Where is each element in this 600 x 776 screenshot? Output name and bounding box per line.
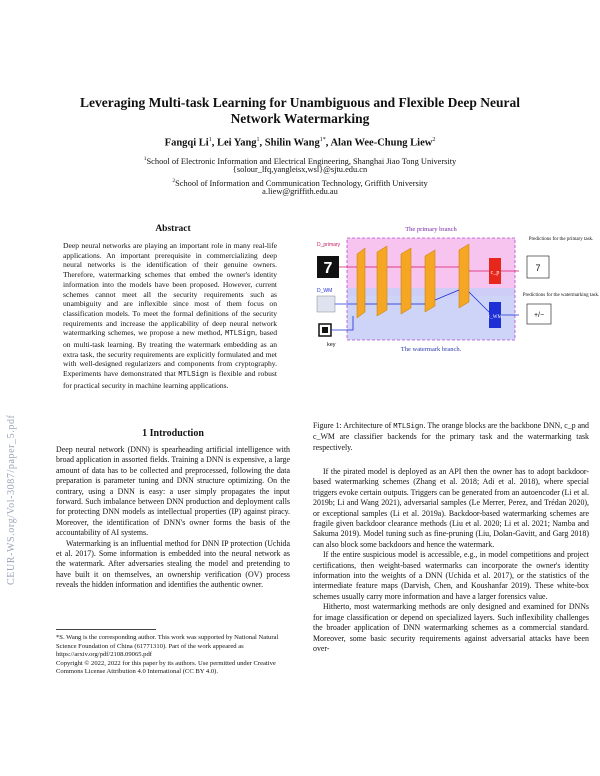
paragraph: If the entire suspicious model is accessible, e.g., in model competitions and project certifications, then weight-based watermarks can incorporate the owner's identity information into the weights of a DNN (Uchida et al. 2017), or the statistics of the intermediate feature maps (Darvish, Chen, and Koushanfar 2019). These white-box schemes usually carry more information and have a larger forensics value.	[313, 550, 589, 601]
primary-branch-label: The primary branch	[405, 226, 457, 233]
title-line-2: Network Watermarking	[230, 111, 370, 126]
key-label: key	[327, 342, 336, 348]
affiliation-text: School of Information and Communication Technology, Griffith University	[175, 178, 428, 188]
intro-left-column	[56, 445, 290, 591]
paragraph: Watermarking is an influential method for DNN IP protection (Uchida et al. 2017). Some information is embedded into the neural network as the watermark. After adversaries stealing the model and pretending to have built it on themselves, an ownership verification (OV) process reveals the hidden information and identifies the authentic owner.	[56, 538, 290, 590]
dprimary-label: D_primary	[317, 242, 341, 248]
output-wm: +/−	[533, 312, 545, 319]
backbone-block	[459, 244, 469, 308]
paragraph: Hitherto, most watermarking methods are only designed and examined for DNNs for image classification or depend on specialized layers. Such inflexibility challenges the broader application of DNN watermarking schemes as a commercial standard. Moreover, some basic security requirements against adversarial attacks have been over-	[313, 602, 589, 653]
paragraph: Deep neural network (DNN) is spearheading artificial intelligence with broad application in assorted fields. Training a DNN is expensive, a large amount of data has to be collected and preprocessed, following the data preparation is parameter tuning and DNN structure optimizing. On the contrary, using a DNN is easy: a user simply propagates the input forward. Such imbalance between DNN production and deployment calls for protecting DNN models as intellectual properties (IP) against piracy. Moreover, the identification of DNN's owner forms the basis of the accountability of AI systems.	[56, 445, 290, 538]
method-name: MTLSign	[178, 371, 209, 380]
figure-svg	[313, 220, 600, 366]
footnote-rule	[56, 629, 156, 630]
watermark-branch-label: The watermark branch.	[400, 346, 462, 353]
author-name: Shilin Wang	[264, 137, 320, 149]
author-name: Alan Wee-Chung Liew	[330, 137, 433, 149]
author-name: Fangqi Li	[164, 137, 209, 149]
author-list: Fangqi Li$^1$, Lei Yang$^1$, Shilin Wang$^{1*}$, Alan Wee-Chung Liew$^2$	[164, 137, 436, 149]
affiliation-mark: 2	[172, 178, 176, 184]
author-mark: 1	[256, 137, 260, 143]
author-mark: 2	[432, 137, 436, 143]
input-digit: 7	[323, 260, 333, 277]
abstract-body	[63, 241, 277, 391]
backbone-block	[425, 250, 435, 312]
affiliation-1-email: {solour_lfq,yangleisx,wsl}@sjtu.edu.cn	[232, 165, 368, 174]
abstract-heading: Abstract	[155, 224, 191, 234]
cp-label: c_p	[490, 270, 500, 276]
backbone-block	[377, 246, 387, 316]
side-stamp	[2, 380, 22, 590]
affiliation-2-email: a.liew@griffith.edu.au	[262, 187, 338, 196]
pred-primary-label: Predictions for the primary task.	[528, 237, 594, 242]
caption-text: . The orange blocks are the backbone DNN, c_p and c_WM are classifier backends for the primary task and the watermarking task respectively.	[313, 421, 589, 452]
paper-title	[60, 95, 540, 127]
affiliation-text: School of Electronic Information and Electrical Engineering, Shanghai Jiao Tong University	[146, 156, 457, 166]
figure-architecture	[313, 220, 600, 366]
title-line-1: Leveraging Multi-task Learning for Unambiguous and Flexible Deep Neural	[79, 95, 520, 110]
pred-wm-label: Predictions for the watermarking task.	[522, 293, 600, 298]
abstract-text: , based on multi-task learning. By treating the watermark embedding as an extra task, the security requirements are explicitly formulated and met with well-designed regularizers and components from cryptography. Experiments have demonstrated that	[63, 328, 277, 379]
author-mark: 1*	[319, 137, 326, 143]
backbone-block	[357, 248, 365, 318]
caption-text: Figure 1: Architecture of	[313, 421, 392, 430]
paragraph: If the pirated model is deployed as an API then the owner has to adopt backdoor-based watermarking schemes (Zhang et al. 2018; Adi et al. 2018), where special triggers evoke certain outputs. Triggers can be generated from an autoencoder (Li et al. 2019b; Li and Wang 2021), adversarial samples (Le Merrer, Perez, and Trédan 2020), or exceptional samples (Li et al. 2019a). Backdoor-based watermarking schemes are fragile given backdoor clearance methods (Liu et al. 2020; Li et al. 2021; Namba and Sakuma 2019). Model tuning such as fine-pruning (Liu, Dolan-Gavitt, and Garg 2018) can also block some backdoors and hence the watermark.	[313, 467, 589, 549]
qr-key-inner	[322, 327, 328, 333]
author-mark: 1	[208, 137, 212, 143]
dwm-label: D_WM	[317, 288, 333, 294]
footnote-line: Copyright © 2022, 2022 for this paper by its authors. Use permitted under Creative Commons License Attribution 4.0 International (CC BY 4.0).	[56, 659, 276, 675]
side-stamp-text: CEUR-WS.org/Vol-3087/paper_5.pdf	[6, 414, 17, 585]
abstract-text: is flexible and robust for practical security in machine learning applications.	[63, 369, 277, 390]
output-primary: 7	[535, 263, 541, 273]
backbone-block	[401, 248, 411, 314]
section-heading-introduction: 1 Introduction	[142, 428, 204, 439]
wm-input-image	[317, 296, 335, 312]
abstract-text: Deep neural networks are playing an important role in many real-life applications. An important prerequisite in commercializing deep neural networks is the identification of their genuine owners. Therefore, watermarking schemes that embed the owner's identity information into the models have been proposed. However, current schemes cannot meet all the security requirements such as unambiguity and are inflexible since most of them focus on classification models. To meet the formal definitions of the security requirements and increase the applicability of deep neural network watermarking schemes, we propose a new method,	[63, 241, 277, 338]
footnote	[56, 634, 290, 677]
cwm-label: c_WM	[488, 315, 502, 320]
method-name: MTLSign	[224, 330, 256, 339]
affiliation-mark: 1	[143, 156, 147, 162]
right-column	[313, 467, 589, 654]
method-name: MTLSign	[393, 423, 424, 431]
figure-caption	[313, 421, 589, 453]
author-name: Lei Yang	[216, 137, 257, 149]
footnote-line: *S. Wang is the corresponding author. This work was supported by National Natural Science Foundation of China (61771310). Part of the work appeared as https://arxiv.org/pdf/2108.09065.pdf	[56, 634, 279, 658]
